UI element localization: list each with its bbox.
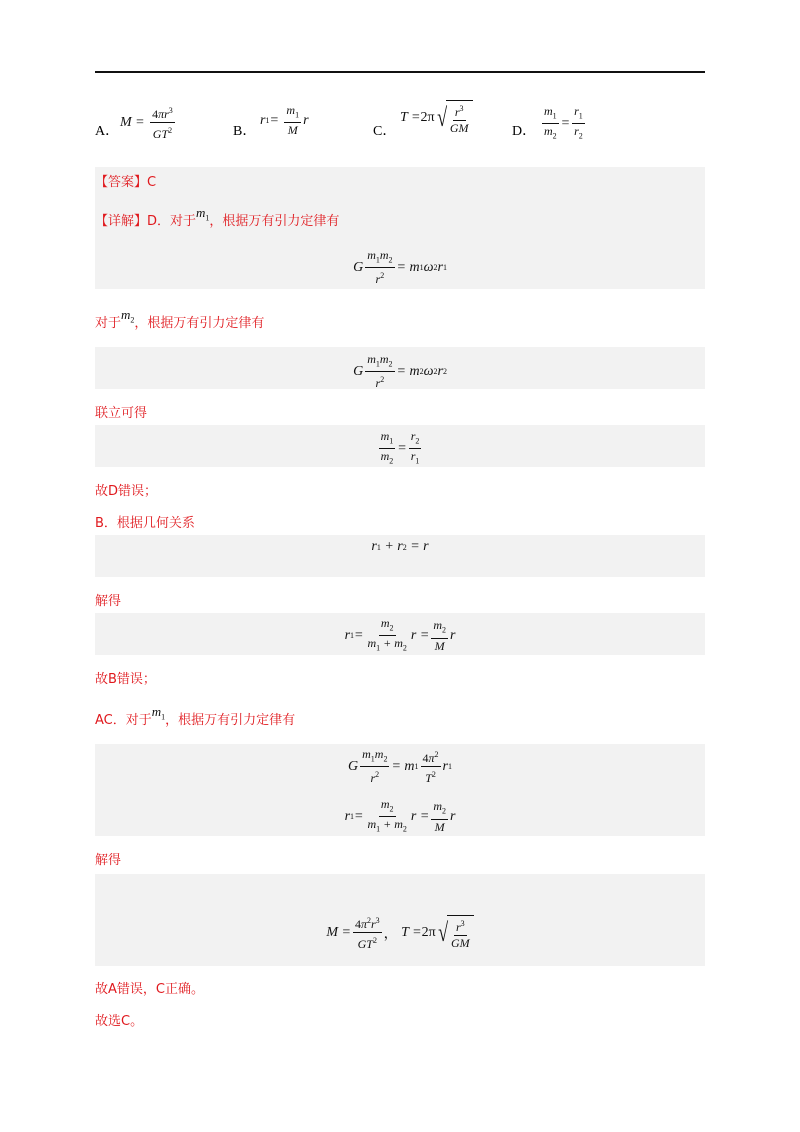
equation-box-final xyxy=(95,874,705,966)
answer-text: 【答案】C xyxy=(95,175,157,190)
text-choose: 故选C。 xyxy=(95,1014,144,1029)
option-a-label: A． xyxy=(95,124,120,139)
option-a-formula: M = $\frac{4\pi r^3}{GT^2}$ xyxy=(120,106,173,141)
equation-r1-repeat: r 1 = $\frac{m_2}{m_1 + m_2}$ r = $\frac{m_2}{M}$ r xyxy=(344,797,456,834)
option-b-formula: r 1 = $\frac{m_1}{M}$ r xyxy=(260,103,309,138)
equation-box-geom xyxy=(95,535,705,577)
text-d-wrong: 故D错误； xyxy=(95,484,158,499)
equation-gravity-m2: G $\frac{m_1m_2}{r^2}$ = m 2 ω 2 r 2 xyxy=(353,352,447,391)
equation-box-r1 xyxy=(95,613,705,655)
equation-box-ratio xyxy=(95,425,705,467)
explanation-line2: 对于$m_2$，根据万有引力定律有 xyxy=(95,307,265,331)
option-d-label: D． xyxy=(512,124,537,139)
text-b-wrong: 故B错误； xyxy=(95,672,156,687)
text-ac-result: 故A错误，C正确。 xyxy=(95,982,204,997)
text-lianli: 联立可得 xyxy=(95,406,148,421)
equation-r1-result: r 1 = $\frac{m_2}{m_1 + m_2}$ r = $\frac{m_2}{M}$ r xyxy=(344,616,456,653)
option-c-label: C． xyxy=(373,124,397,139)
equation-gravity-period: G $\frac{m_1m_2}{r^2}$ = m 1 $\frac{4\pi^2}{T^2}$ r 1 xyxy=(348,747,452,786)
explanation-ac: AC．对于$m_1$，根据万有引力定律有 xyxy=(95,704,296,728)
option-c-formula: T = 2π √ $\frac{r^3}{GM}$ xyxy=(400,100,473,135)
text-jiede-2: 解得 xyxy=(95,853,122,868)
equation-box-m2 xyxy=(95,347,705,389)
text-jiede-1: 解得 xyxy=(95,594,122,609)
equation-mass-ratio: $\frac{m_1}{m_2}$ = $\frac{r_2}{r_1}$ xyxy=(380,429,420,466)
equation-final-results: M = $\frac{4\pi^2r^3}{GT^2}$ ， T = 2π √ $\frac{r^3}{GM}$ xyxy=(95,914,705,951)
option-d-formula: $\frac{m_1}{m_2}$ = $\frac{r_1}{r_2}$ xyxy=(544,104,583,141)
equation-box-ac xyxy=(95,744,705,836)
top-rule xyxy=(95,71,705,73)
equation-gravity-m1: G $\frac{m_1m_2}{r^2}$ = m 1 ω 2 r 1 xyxy=(353,248,447,287)
explanation-intro: 【详解】D．对于$m_1$，根据万有引力定律有 xyxy=(95,205,340,229)
equation-radius-sum: r 1 + r 2 = r xyxy=(371,539,429,554)
text-b-geom: B．根据几何关系 xyxy=(95,516,195,531)
option-b-label: B． xyxy=(233,124,257,139)
